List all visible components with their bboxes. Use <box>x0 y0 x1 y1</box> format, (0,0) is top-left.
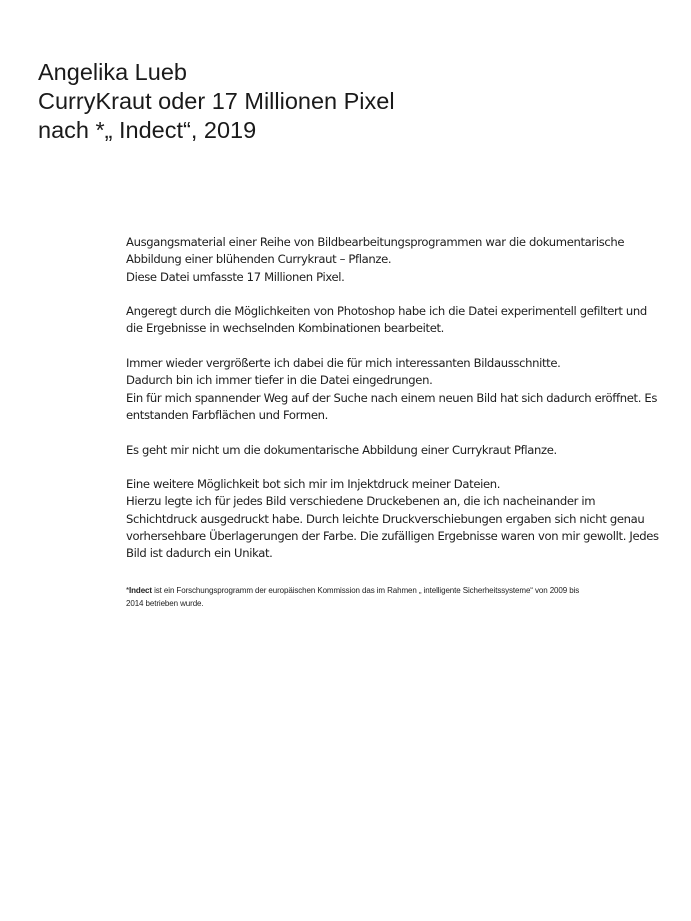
footnote-marker: * <box>126 586 130 595</box>
footnote <box>126 584 646 610</box>
footnote-line: 2014 betrieben wurde. <box>126 599 204 608</box>
text-line: Hierzu legte ich für jedes Bild verschiedene Druckebenen an, die ich nacheinander im <box>126 494 596 509</box>
text-line: Ausgangsmaterial einer Reihe von Bildbearbeitungsprogrammen war die dokumentarische <box>126 235 625 249</box>
text-line: Ein für mich spannender Weg auf der Suche nach einem neuen Bild hat sich dadurch eröffnet. Es <box>126 390 658 405</box>
text-line: Diese Datei umfasste 17 Millionen Pixel. <box>126 269 345 284</box>
text-line: Abbildung einer blühenden Currykraut – Pflanze. <box>126 252 392 267</box>
text-line: Dadurch bin ich immer tiefer in die Datei eingedrungen. <box>126 373 433 388</box>
artwork-title: CurryKraut oder 17 Millionen Pixel <box>38 88 395 114</box>
text-line: vorhersehbare Überlagerungen der Farbe. Die zufälligen Ergebnisse waren von mir gewollt. Jedes <box>126 529 659 544</box>
text-line: entstanden Farbflächen und Formen. <box>126 407 328 422</box>
text-line: die Ergebnisse in wechselnden Kombinationen bearbeitet. <box>126 321 445 336</box>
footnote-term: Indect <box>129 586 152 595</box>
text-line: Immer wieder vergrößerte ich dabei die für mich interessanten Bildausschnitte. <box>126 356 561 371</box>
paragraph-photoshop <box>126 303 646 338</box>
text-line: Angeregt durch die Möglichkeiten von Photoshop habe ich die Datei experimentell gefiltert und <box>126 304 647 319</box>
paragraph-printing <box>126 476 659 562</box>
footnote-line <box>126 584 646 597</box>
paragraph-intent <box>126 442 646 459</box>
paragraph-source-material <box>126 234 646 286</box>
author-name: Angelika Lueb <box>38 59 187 85</box>
footnote-text: ist ein Forschungsprogramm der europäischen Kommission das im Rahmen „ intelligente Sicherheitssysteme“ von 2009 bis <box>151 586 580 595</box>
document-header <box>38 58 658 145</box>
artist-statement <box>126 234 659 580</box>
text-line: Schichtdruck ausgedruckt habe. Durch leichte Druckverschiebungen ergaben sich nicht genau <box>126 511 645 526</box>
text-line: Es geht mir nicht um die dokumentarische Abbildung einer Currykraut Pflanze. <box>126 442 557 457</box>
text-line: Bild ist dadurch ein Unikat. <box>126 546 273 561</box>
text-line: Eine weitere Möglichkeit bot sich mir im Injektdruck meiner Dateien. <box>126 477 501 492</box>
paragraph-enlargement <box>126 355 658 424</box>
artwork-subtitle: nach *„ Indect“, 2019 <box>38 117 257 143</box>
